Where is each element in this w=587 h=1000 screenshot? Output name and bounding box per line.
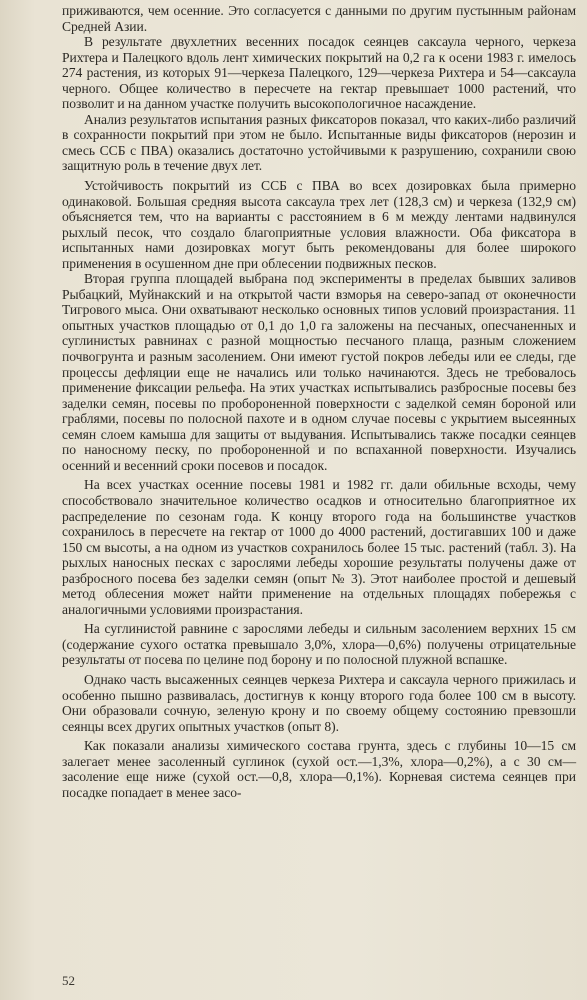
paragraph-planting-results: В результате двухлетних весенних посадок сеянцев саксаула черного, черкеза Рихтера и Палецкого вдоль лент химических покрытий на 0,2 га к осени 1983 г. имелось 274 растения, из которых 91—черкеза Палецкого, 129—черкеза Рихтера и 54—саксаула черного. Общее количество в пересчете на гектар превышает 1000 растений, что позволит и на данном участке получить высокопологичное насаждение. xyxy=(62,34,576,112)
page-number: 52 xyxy=(62,973,75,988)
paragraph-second-group: Вторая группа площадей выбрана под эксперименты в пределах бывших заливов Рыбацкий, Муйнакский и на открытой части взморья на северо-запад от оконечности Тигрового мыса. Они охватывают несколько основных типов условий произрастания. 11 опытных участков площадью от 0,1 до 1,0 га заложены на песчаных, опесчаненных и суглинистых равнинах с разной мощностью песчаного плаща, разным сложением почвогрунта и разным засолением. Они имеют густой покров лебеды или ее следы, где процессы дефляции еще не начались или только начинаются. Здесь не требовалось применение фиксации рельефа. На этих участках испытывались разбросные посевы без заделки семян, посевы по пробороненной поверхности с заделкой семян бороной или граблями, посевы по полосной пахоте и в одном случае посевы с укрытием высеянных семян слоем камыша для защиты от выдувания. Испытывались также посадки сеянцев по наносному песку, по пробороненной и по вспаханной поверхности. Изучались осенний и весенний сроки посевов и посадок. xyxy=(62,271,576,473)
paragraph-coating-stability: Устойчивость покрытий из ССБ с ПВА во всех дозировках была примерно одинаковой. Большая средняя высота саксаула трех лет (128,3 см) и черкеза (132,9 см) объясняется тем, что на варианты с расстоянием в 6 м между лентами надвинулся рыхлый песок, что создало благоприятные условия влажности. Оба фиксатора в испытанных нами дозировках могут быть рекомендованы для более широкого применения в осушенном дне при облесении подвижных песков. xyxy=(62,178,576,271)
paragraph-seedlings: Однако часть высаженных сеянцев черкеза Рихтера и саксаула черного прижилась и особенно пышно развивалась, достигнув к концу второго года более 100 см в высоту. Они образовали сочную, зеленую крону и по своему общему состоянию превзошли сеянцы всех других опытных участков (опыт 8). xyxy=(62,671,576,734)
paragraph-loam-plain: На суглинистой равнине с зарослями лебеды и сильным засолением верхних 15 см (содержание сухого остатка превышало 3,0%, хлора—0,6%) получены отрицательные результаты от посева по целине под борону и по полосной плужной вспашке. xyxy=(62,621,576,668)
paragraph-autumn-sowing: На всех участках осенние посевы 1981 и 1982 гг. дали обильные всходы, чему способствовало значительное количество осадков и относительно благоприятное их распределение по сезонам года. К концу второго года на большинстве участков сохранилось в пересчете на гектар от 1000 до 4000 растений, достигавших 100 и даже 150 см высоты, а на одном из участков сохранилось более 15 тыс. растений (табл. 3). На рыхлых наносных песках с зарослями лебеды хорошие результаты получены даже от разбросного посева без заделки семян (опыт № 3). Этот наиболее простой и дешевый метод облесения может найти применение на отдельных площадях побережья с аналогичными условиями произрастания. xyxy=(62,477,576,617)
paragraph-continued: приживаются, чем осенние. Это согласуется с данными по другим пустынным районам Средней Азии. xyxy=(62,3,576,34)
paragraph-soil-analysis: Как показали анализы химического состава грунта, здесь с глубины 10—15 см залегает менее засоленный суглинок (сухой ост.—1,3%, хлора—0,2%), а с 30 см—засоление еще ниже (сухой ост.—0,8, хлора—0,1%). Корневая система сеянцев при посадке попадает в менее засо- xyxy=(62,738,576,800)
paragraph-fixator-analysis: Анализ результатов испытания разных фиксаторов показал, что каких-либо различий в сохранности покрытий при этом не было. Испытанные виды фиксаторов (нерозин и смесь ССБ с ПВА) оказались достаточно устойчивыми к разрушению, сохранили свою защитную роль в течение двух лет. xyxy=(62,111,576,174)
body-text xyxy=(62,3,576,800)
